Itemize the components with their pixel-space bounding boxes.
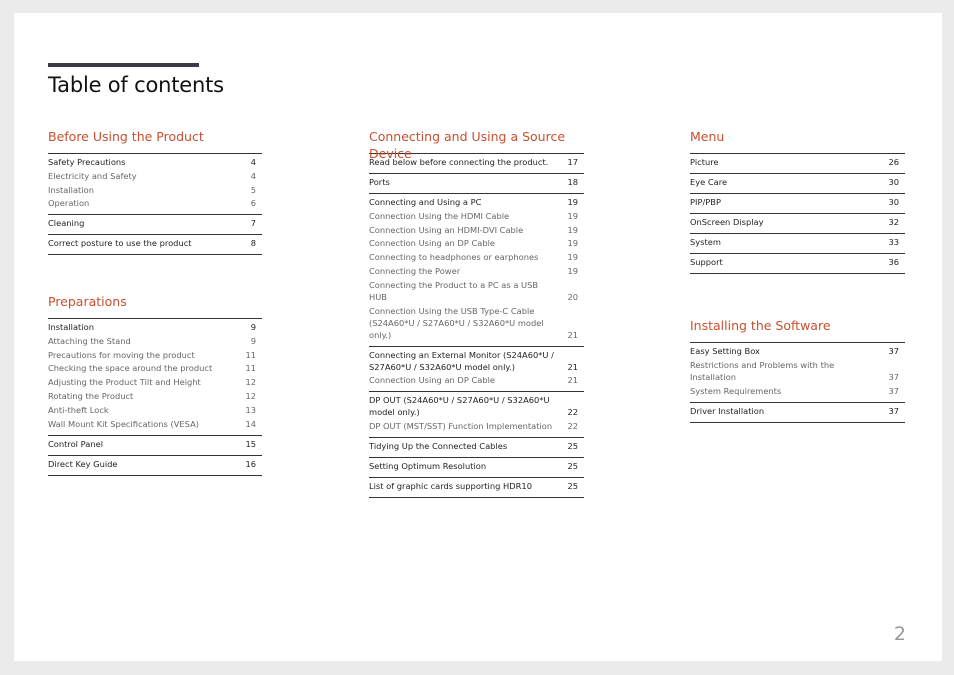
toc-entry[interactable]	[690, 216, 905, 228]
toc-subentry[interactable]	[48, 184, 262, 196]
toc-entry-title: Connection Using the USB Type-C Cable (S24A60*U / S27A60*U / S32A60*U model only.)	[369, 305, 544, 340]
toc-entry-page: 33	[888, 237, 899, 247]
toc-entry-page: 16	[245, 458, 256, 469]
toc-group	[48, 319, 262, 436]
toc-entry[interactable]	[690, 405, 905, 417]
toc-entry[interactable]	[369, 460, 584, 472]
toc-group	[369, 458, 584, 478]
toc-section	[369, 128, 584, 498]
toc-entry-title: Driver Installation	[690, 405, 765, 416]
toc-entry-page: 8	[250, 238, 256, 249]
toc-entry-page: 9	[250, 322, 256, 332]
toc-subentry[interactable]	[369, 251, 584, 263]
section-heading: Installing the Software	[690, 318, 831, 333]
toc-entry[interactable]	[690, 156, 905, 168]
toc-section	[48, 128, 262, 255]
toc-group	[48, 215, 262, 235]
page-title: Table of contents	[48, 73, 224, 97]
toc-entry[interactable]	[690, 256, 905, 268]
toc-entry-title: Control Panel	[48, 438, 104, 449]
toc-entry-title: Installation	[48, 184, 94, 195]
toc-group	[690, 234, 905, 254]
toc-entry-title: System Requirements	[690, 385, 782, 396]
toc-subentry[interactable]	[48, 170, 262, 182]
toc-entry-page: 19	[567, 252, 578, 263]
toc-entry-title: Setting Optimum Resolution	[369, 461, 487, 472]
toc-entry[interactable]	[369, 480, 584, 492]
toc-entry[interactable]	[690, 196, 905, 208]
toc-entry[interactable]	[48, 237, 262, 249]
toc-entry-title: Connection Using an DP Cable	[369, 238, 496, 249]
toc-group	[690, 343, 905, 403]
toc-entry-title: Restrictions and Problems with the Installation	[690, 359, 835, 382]
toc-subentry[interactable]	[369, 305, 584, 341]
toc-subentry[interactable]	[48, 418, 262, 430]
toc-entry[interactable]	[48, 438, 262, 450]
toc-entry[interactable]	[48, 458, 262, 470]
toc-entry-page: 32	[888, 217, 899, 227]
toc-entry[interactable]	[690, 176, 905, 188]
toc-entry-title: System	[690, 237, 721, 247]
toc-group	[369, 478, 584, 498]
toc-group	[690, 403, 905, 423]
toc-entry[interactable]	[48, 156, 262, 168]
toc-group	[48, 436, 262, 456]
toc-entry-title: Safety Precautions	[48, 157, 126, 167]
toc-entry[interactable]	[48, 321, 262, 333]
toc-entry-title: Electricity and Safety	[48, 170, 137, 181]
section-heading: Menu	[690, 129, 725, 144]
toc-entry-page: 19	[567, 238, 578, 249]
toc-entry-page: 4	[250, 170, 256, 181]
section-heading: Connecting and Using a Source Device	[369, 129, 566, 161]
toc-entry-title: Precautions for moving the product	[48, 349, 195, 360]
toc-subentry[interactable]	[690, 359, 905, 383]
toc-entry-page: 4	[250, 157, 256, 167]
toc-subentry[interactable]	[369, 224, 584, 236]
toc-subentry[interactable]	[48, 335, 262, 347]
toc-group	[369, 174, 584, 194]
toc-entry-page: 13	[245, 404, 256, 415]
toc-entry-title: Connecting the Product to a PC as a USB HUB	[369, 279, 539, 302]
toc-entry-title: Connecting to headphones or earphones	[369, 252, 539, 263]
toc-group	[369, 347, 584, 393]
toc-group	[48, 456, 262, 476]
toc-group	[369, 392, 584, 438]
toc-entry-page: 21	[567, 361, 578, 372]
toc-entry-page: 5	[250, 184, 256, 195]
toc-entry-title: Anti-theft Lock	[48, 404, 109, 415]
toc-entry[interactable]	[369, 440, 584, 452]
toc-entry-page: 37	[888, 405, 899, 416]
toc-entry-title: Support	[690, 257, 723, 267]
toc-entry-page: 6	[250, 198, 256, 209]
toc-group	[690, 174, 905, 194]
toc-subentry[interactable]	[48, 390, 262, 402]
document-page	[14, 13, 942, 661]
toc-subentry[interactable]	[369, 374, 584, 386]
toc-entry[interactable]	[369, 156, 584, 168]
toc-entry-page: 14	[245, 418, 256, 429]
toc-entry-title: Ports	[369, 177, 390, 187]
toc-entry-title: Rotating the Product	[48, 390, 134, 401]
toc-entry[interactable]	[48, 217, 262, 229]
toc-entry-title: PIP/PBP	[690, 197, 721, 207]
toc-entry-page: 19	[567, 224, 578, 235]
toc-entry-page: 37	[888, 346, 899, 356]
toc-entry-title: Connecting and Using a PC	[369, 197, 482, 207]
toc-group	[690, 154, 905, 174]
title-accent-bar	[48, 63, 199, 67]
toc-entry-title: Checking the space around the product	[48, 363, 213, 374]
toc-group	[369, 438, 584, 458]
toc-entry-page: 18	[567, 177, 578, 187]
toc-subentry[interactable]	[369, 279, 584, 303]
toc-group	[48, 154, 262, 215]
toc-entry-page: 37	[888, 371, 899, 382]
toc-entry-page: 21	[567, 375, 578, 386]
toc-entry[interactable]	[369, 176, 584, 188]
toc-entry-page: 19	[567, 265, 578, 276]
toc-subentry[interactable]	[369, 420, 584, 432]
toc-entry-title: DP OUT (S24A60*U / S27A60*U / S32A60*U model only.)	[369, 395, 550, 418]
toc-entry-title: List of graphic cards supporting HDR10	[369, 481, 532, 492]
toc-entry-page: 11	[245, 349, 256, 360]
toc-entry-title: Read below before connecting the product.	[369, 157, 549, 167]
toc-entry-title: Connection Using an DP Cable	[369, 375, 496, 386]
toc-entry-page: 30	[888, 177, 899, 187]
toc-subentry[interactable]	[48, 404, 262, 416]
toc-entry-title: Operation	[48, 198, 90, 209]
toc-entry-title: Easy Setting Box	[690, 346, 760, 356]
toc-entry-page: 7	[250, 218, 256, 229]
toc-entry-page: 9	[250, 335, 256, 346]
toc-entry-page: 36	[888, 257, 899, 267]
toc-entry-title: Attaching the Stand	[48, 335, 131, 346]
toc-entry-page: 25	[567, 461, 578, 472]
toc-entry-title: Correct posture to use the product	[48, 238, 192, 249]
toc-entry[interactable]	[690, 236, 905, 248]
toc-subentry[interactable]	[48, 376, 262, 388]
toc-entry-title: Eye Care	[690, 177, 728, 187]
toc-entry-page: 12	[245, 390, 256, 401]
toc-entry-page: 30	[888, 197, 899, 207]
toc-entry-page: 19	[567, 210, 578, 221]
toc-subentry[interactable]	[369, 237, 584, 249]
toc-group	[690, 194, 905, 214]
toc-subentry[interactable]	[48, 362, 262, 374]
toc-entry-page: 21	[567, 329, 578, 340]
toc-subentry[interactable]	[48, 197, 262, 209]
toc-group	[690, 254, 905, 274]
toc-entry-page: 17	[567, 157, 578, 167]
toc-entry-title: Direct Key Guide	[48, 458, 118, 469]
section-heading: Preparations	[48, 294, 127, 309]
toc-entry-page: 37	[888, 385, 899, 396]
toc-entry-title: Adjusting the Product Tilt and Height	[48, 377, 201, 388]
page-number: 2	[893, 623, 906, 645]
toc-entry-title: Wall Mount Kit Specifications (VESA)	[48, 418, 200, 429]
toc-entry-page: 11	[245, 363, 256, 374]
toc-entry[interactable]	[369, 349, 584, 373]
toc-group	[369, 154, 584, 174]
toc-subentry[interactable]	[369, 210, 584, 222]
toc-entry-page: 12	[245, 377, 256, 388]
toc-entry[interactable]	[369, 394, 584, 418]
toc-entry-title: Cleaning	[48, 218, 85, 229]
section-heading: Before Using the Product	[48, 129, 204, 144]
toc-entry-page: 25	[567, 481, 578, 492]
toc-entry-title: DP OUT (MST/SST) Function Implementation	[369, 421, 553, 432]
toc-entry-title: Connection Using the HDMI Cable	[369, 210, 510, 221]
toc-group	[369, 194, 584, 347]
toc-subentry[interactable]	[48, 349, 262, 361]
toc-entry-page: 19	[567, 197, 578, 207]
toc-subentry[interactable]	[369, 265, 584, 277]
toc-subentry[interactable]	[690, 385, 905, 397]
toc-entry-title: Connecting the Power	[369, 265, 461, 276]
toc-section	[690, 317, 905, 423]
toc-section	[48, 293, 262, 476]
toc-entry-page: 26	[888, 157, 899, 167]
toc-entry-title: Installation	[48, 322, 94, 332]
toc-entry-title: Connecting an External Monitor (S24A60*U / S27A60*U / S32A60*U model only.)	[369, 349, 554, 372]
toc-entry-page: 25	[567, 441, 578, 452]
toc-entry[interactable]	[690, 345, 905, 357]
toc-entry-title: Picture	[690, 157, 719, 167]
toc-entry-page: 22	[567, 421, 578, 432]
toc-group	[48, 235, 262, 255]
toc-entry-title: OnScreen Display	[690, 217, 764, 227]
toc-group	[690, 214, 905, 234]
toc-entry-title: Connection Using an HDMI-DVI Cable	[369, 224, 524, 235]
toc-entry-page: 22	[567, 407, 578, 418]
toc-section	[690, 128, 905, 274]
toc-entry-title: Tidying Up the Connected Cables	[369, 441, 508, 452]
toc-entry-page: 15	[245, 438, 256, 449]
toc-entry-page: 20	[567, 291, 578, 302]
toc-entry[interactable]	[369, 196, 584, 208]
